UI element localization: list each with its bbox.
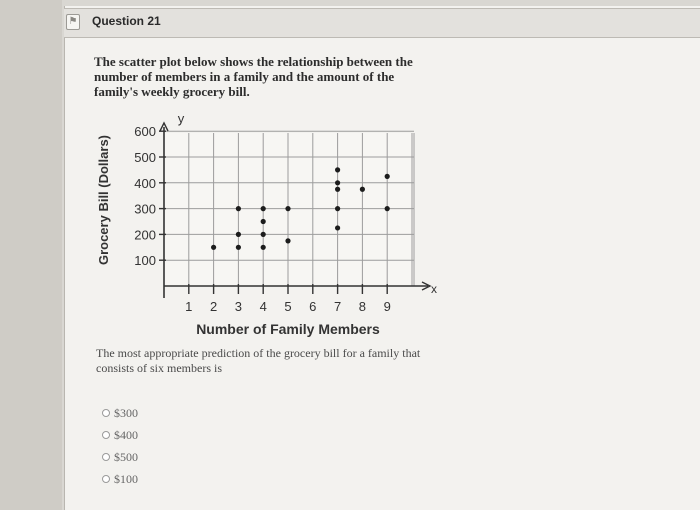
radio-icon[interactable] xyxy=(102,475,110,483)
x-tick-label: 6 xyxy=(309,299,317,314)
y-tick-label: 300 xyxy=(134,201,156,217)
data-point xyxy=(261,219,266,224)
x-tick-label: 3 xyxy=(234,299,243,314)
y-tick-label: 400 xyxy=(134,175,156,191)
data-point xyxy=(261,206,266,211)
data-point xyxy=(385,206,390,211)
prediction-question: The most appropriate prediction of the grocery bill for a family that consists of six members is xyxy=(96,346,421,375)
data-point xyxy=(211,245,216,250)
x-tick-label: 5 xyxy=(284,299,292,314)
data-point xyxy=(285,238,290,243)
x-tick-label: 4 xyxy=(259,299,267,314)
answer-options xyxy=(102,402,138,490)
data-point xyxy=(385,174,390,179)
option-label: $400 xyxy=(114,427,138,442)
option-label: $300 xyxy=(114,405,138,420)
radio-icon[interactable] xyxy=(102,453,110,461)
data-point xyxy=(236,206,241,211)
y-tick-label: 200 xyxy=(134,227,156,243)
y-axis-letter: y xyxy=(177,111,185,126)
data-point xyxy=(335,225,340,230)
data-point xyxy=(285,206,290,211)
option-label: $500 xyxy=(114,449,138,464)
data-point xyxy=(335,187,340,192)
x-axis-letter: x xyxy=(431,282,437,296)
x-tick-label: 2 xyxy=(209,299,218,314)
radio-icon[interactable] xyxy=(102,431,110,439)
data-point xyxy=(335,206,340,211)
y-tick-label: 500 xyxy=(134,150,156,165)
data-point xyxy=(236,232,241,237)
option-300[interactable] xyxy=(102,402,138,424)
option-400[interactable] xyxy=(102,424,138,446)
x-tick-label: 1 xyxy=(185,299,193,314)
y-tick-label: 600 xyxy=(134,124,156,140)
y-tick-label: 100 xyxy=(134,253,156,269)
data-point xyxy=(261,245,266,250)
radio-icon[interactable] xyxy=(102,409,110,417)
x-tick-label: 7 xyxy=(333,299,342,314)
data-point xyxy=(236,245,241,250)
y-axis-title: Grocery Bill (Dollars) xyxy=(96,134,111,266)
data-point xyxy=(261,232,266,237)
option-500[interactable] xyxy=(102,446,138,468)
data-point xyxy=(335,167,340,172)
data-point xyxy=(360,187,365,192)
question-title: Question 21 xyxy=(92,14,161,28)
data-point xyxy=(335,180,340,185)
option-100[interactable] xyxy=(102,468,138,490)
x-axis-title: Number of Family Members xyxy=(196,321,380,337)
flag-icon[interactable]: ⚑ xyxy=(66,14,80,30)
x-tick-label: 9 xyxy=(383,299,391,314)
question-prompt: The scatter plot below shows the relationship between the number of members in a family and the amount of the family's weekly grocery bill. xyxy=(94,54,413,99)
option-label: $100 xyxy=(114,471,138,486)
x-tick-label: 8 xyxy=(358,299,367,314)
